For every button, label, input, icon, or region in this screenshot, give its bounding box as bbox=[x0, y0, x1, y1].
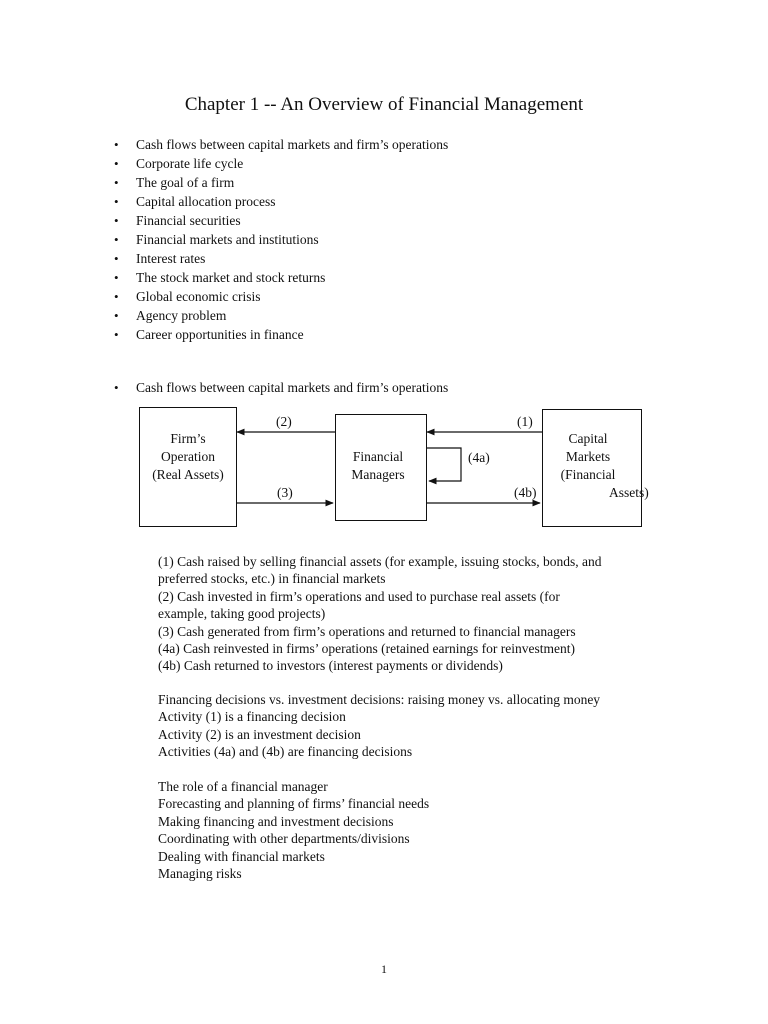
decision-line: Activity (1) is a financing decision bbox=[158, 709, 346, 725]
list-item: • Financial markets and institutions bbox=[112, 230, 448, 249]
list-item: • Agency problem bbox=[112, 306, 448, 325]
decision-line: Activities (4a) and (4b) are financing decisions bbox=[158, 744, 413, 760]
list-item: • Financial securities bbox=[112, 211, 448, 230]
topic-list bbox=[112, 135, 448, 344]
flow-note: (3) Cash generated from firm’s operations and returned to financial managers bbox=[158, 623, 576, 639]
role-line: Making financing and investment decisions bbox=[158, 813, 394, 829]
flow-label-3: (3) bbox=[277, 485, 293, 500]
flow-note: (4b) Cash returned to investors (interest payments or dividends) bbox=[158, 658, 503, 674]
markets-box-label: Capital Markets (Financial bbox=[560, 431, 616, 482]
manager-role-paragraph bbox=[158, 778, 429, 882]
role-line: Coordinating with other departments/divisions bbox=[158, 831, 410, 847]
decisions-paragraph bbox=[158, 691, 600, 761]
page-number: 1 bbox=[381, 962, 387, 976]
flow-note: preferred stocks, etc.) in financial markets bbox=[158, 571, 386, 587]
flow-label-4a: (4a) bbox=[468, 450, 490, 465]
managers-box-label: Financial Managers bbox=[351, 449, 405, 482]
list-item: • The stock market and stock returns bbox=[112, 268, 448, 287]
arrow-flow-4a bbox=[427, 448, 461, 481]
flow-note: (1) Cash raised by selling financial assets (for example, issuing stocks, bonds, and bbox=[158, 554, 602, 569]
page-title: Chapter 1 -- An Overview of Financial Management bbox=[184, 94, 584, 115]
flow-notes bbox=[158, 553, 602, 675]
list-item: • The goal of a firm bbox=[112, 173, 448, 192]
list-item: • Career opportunities in finance bbox=[112, 325, 448, 344]
flow-label-1: (1) bbox=[517, 414, 533, 429]
flow-label-4b: (4b) bbox=[514, 485, 537, 500]
role-line: Dealing with financial markets bbox=[158, 848, 325, 864]
role-line: Managing risks bbox=[158, 866, 242, 882]
markets-box-label-assets: Assets) bbox=[609, 485, 649, 500]
list-item: • Corporate life cycle bbox=[112, 154, 448, 173]
flow-label-2: (2) bbox=[276, 414, 292, 429]
flow-note: (2) Cash invested in firm’s operations and used to purchase real assets (for bbox=[158, 588, 560, 604]
list-item: • Global economic crisis bbox=[112, 287, 448, 306]
section-heading bbox=[112, 378, 448, 397]
section-heading-text: • Cash flows between capital markets and firm’s operations bbox=[112, 378, 448, 397]
list-item: • Cash flows between capital markets and firm’s operations bbox=[112, 135, 448, 154]
flow-note: (4a) Cash reinvested in firms’ operations (retained earnings for reinvestment) bbox=[158, 641, 575, 657]
firm-box-label: Firm’s Operation (Real Assets) bbox=[152, 431, 224, 482]
role-line: The role of a financial manager bbox=[158, 779, 328, 794]
role-line: Forecasting and planning of firms’ financial needs bbox=[158, 796, 430, 812]
flow-note: example, taking good projects) bbox=[158, 606, 326, 622]
decision-line: Activity (2) is an investment decision bbox=[158, 726, 361, 742]
list-item: • Capital allocation process bbox=[112, 192, 448, 211]
decision-line: Financing decisions vs. investment decisions: raising money vs. allocating money bbox=[158, 692, 601, 707]
list-item: • Interest rates bbox=[112, 249, 448, 268]
